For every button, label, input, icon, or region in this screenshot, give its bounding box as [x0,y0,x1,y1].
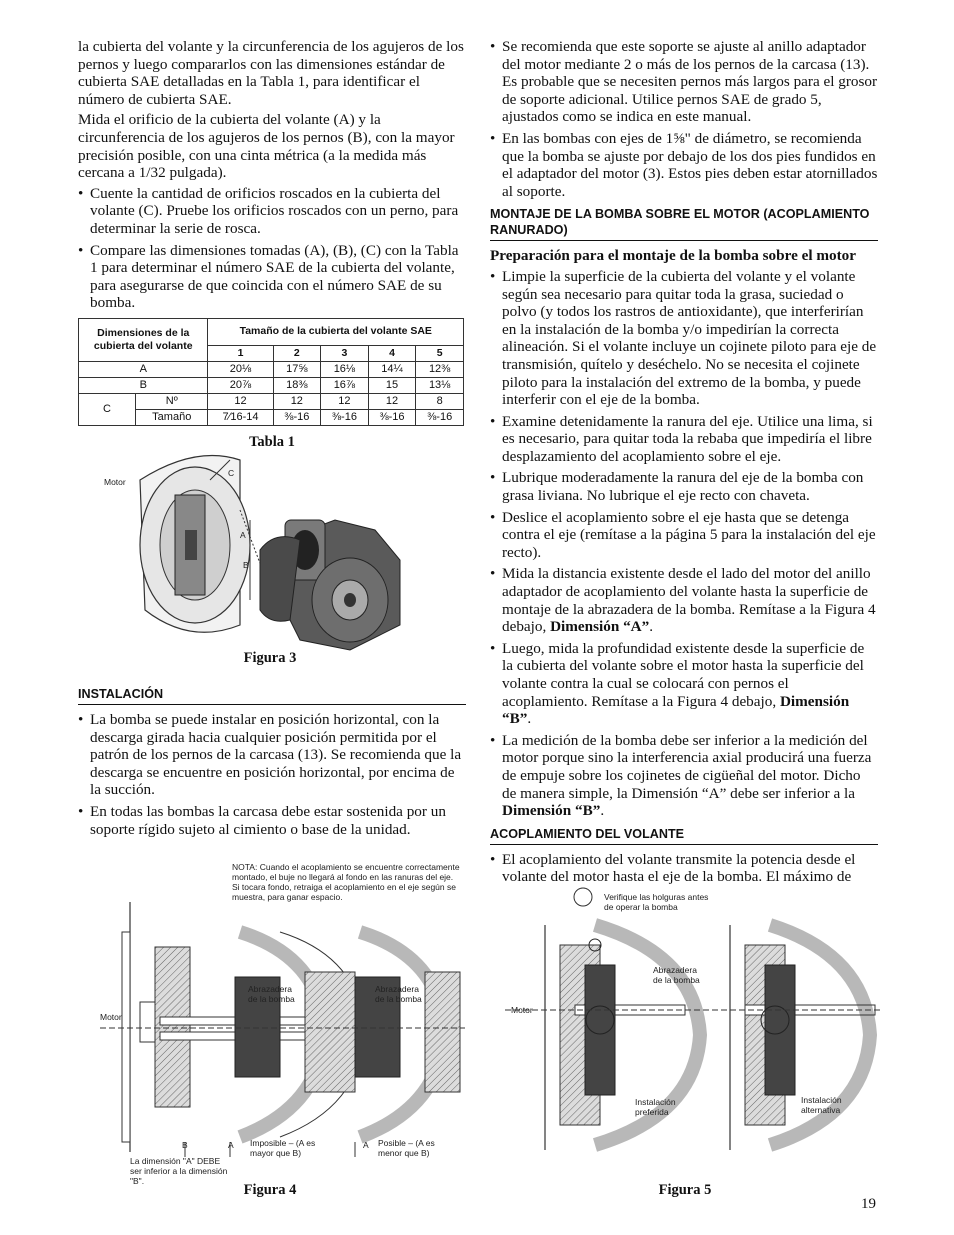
section-heading-flywheel-coupling: ACOPLAMIENTO DEL VOLANTE [490,826,878,845]
dimension-a-label: A [228,1140,234,1150]
bullet-list [78,185,466,312]
motor-label: Motor [104,477,126,487]
figure-4-note: NOTA: Cuando el acoplamiento se encuentre correctamente montado, el buje no llegará al fondo en las ranuras del eje. Si tocara fondo, retraiga el acoplamiento en el eje según se muestra, para ganar espacio. [232,862,460,902]
table-caption: Tabla 1 [249,433,295,450]
table-col-header: 1 [208,345,273,361]
list-item: • En las bombas con ejes de 1⅝" de diámetro, se recomienda que la bomba se ajuste por debajo de los dos pies fundidos en el adaptador del motor (3). Estos pies deben estar atornillados al soporte. [490,130,878,200]
list-item: • Compare las dimensiones tomadas (A), (B), (C) con la Tabla 1 para determinar el número SAE de la cubierta del volante, para asegurarse de que coincida con el número SAE de su bomba. [78,242,466,312]
label-b: B [243,560,249,570]
table-header-size: Tamaño de la cubierta del volante SAE [208,318,464,345]
list-item: • Deslice el acoplamiento sobre el eje hasta que se detenga contra el eje (remítase a la página 5 para la instalación del eje recto). [490,509,878,562]
clamp-label: Abrazadera de la bomba [248,984,295,1004]
section-heading-mounting: MONTAJE DE LA BOMBA SOBRE EL MOTOR (ACOPLAMIENTO RANURADO) [490,206,878,241]
paragraph: Mida el orificio de la cubierta del volante (A) y la circunferencia de los agujeros de los pernos (B), con la mayor precisión posible, con una cinta métrica (a la medida más cercana a 1/32 pulgada). [78,111,455,182]
list-item: • Cuente la cantidad de orificios roscados en la cubierta del volante (C). Pruebe los orificios roscados con un perno, para determinar la serie de rosca. [78,185,466,238]
table-row: B 20⅞ 18⅜ 16⅞ 15 13⅛ [79,377,464,393]
label-c: C [228,468,235,478]
dimension-a-label: A [363,1140,369,1150]
table-row: A 20⅛ 17⅝ 16⅛ 14¼ 12⅜ [79,361,464,377]
rule-label: La dimensión "A" DEBE ser inferior a la dimensión "B". [130,1156,228,1186]
right-column [490,38,878,890]
table-col-header: 2 [273,345,321,361]
list-item: • Limpie la superficie de la cubierta del volante y el volante según sea necesario para quitar toda la grasa, suciedad o polvo (y todos los rastros de antioxidante), que interferirían en la instalación de la bomba y/o impedirían la correcta alineación. Si el volante incluye un cojinete piloto para eje de transmisión, quítelo y deséchelo. No se necesita el cojinete piloto para la instalación del extremo de la bomba, y puede interferir con el eje de la bomba. [490,268,878,409]
possible-label: Posible – (A es menor que B) [378,1138,435,1158]
figure-4-caption: Figura 4 [243,1182,297,1198]
list-item: • Lubrique moderadamente la ranura del eje de la bomba con grasa liviana. No lubrique el eje recto con chaveta. [490,469,878,504]
sae-dimension-table [78,318,464,426]
figure-4-coupling-drawing [100,862,465,1202]
list-item: • Examine detenidamente la ranura del eje. Utilice una lima, si es necesario, para quitar toda la rebaba que impediría el libre desplazamiento del acoplamiento sobre el eje. [490,413,878,466]
list-item: • Luego, mida la profundidad existente desde la superficie de la cubierta del volante sobre el motor hasta la superficie del volante contra la cual se colocará con pernos el acoplamiento. Remítase a la Figura 4 debajo, Dimensión “B”. [490,640,878,728]
motor-label: Motor [511,1005,533,1015]
list-item: • Se recomienda que este soporte se ajuste al anillo adaptador del motor mediante 2 o más de los pernos de la carcasa (13). Es probable que se necesiten pernos más largos para el grosor de soporte adicional. Utilice pernos SAE de grado 5, ajustados como se indica en este manual. [490,38,878,126]
clamp-label: Abrazadera de la bomba [653,965,700,985]
table-col-header: 5 [416,345,464,361]
bullet-list [490,851,878,886]
bullet-list [78,711,466,838]
table-col-header: 4 [368,345,416,361]
installation-section [78,680,466,842]
table-header-dimensions: Dimensiones de la cubierta del volante [79,318,208,361]
alternative-installation-label: Instalación alternativa [801,1095,842,1115]
figure-3-pump-motor-drawing [100,450,460,666]
preferred-installation-label: Instalación preferida [635,1097,676,1117]
table-col-header: 3 [321,345,369,361]
figure-3-svg [100,450,460,655]
list-item: • El acoplamiento del volante transmite la potencia desde el volante del motor hasta el eje de la bomba. El máximo de [490,851,878,886]
list-item: • La medición de la bomba debe ser inferior a la medición del motor porque sino la interferencia axial producirá una fuerza de empuje sobre los cojinetes de cigüeñal del motor. Dicho de manera simple, la Dimensión “A” debe ser inferior a la Dimensión “B”. [490,732,878,820]
bullet-list [490,38,878,200]
subheading-preparation: Preparación para el montaje de la bomba sobre el motor [490,247,856,265]
clamp-label: Abrazadera de la bomba [375,984,422,1004]
table-row: Tamaño 7⁄16-14 ⅜-16 ⅜-16 ⅜-16 ⅜-16 [79,409,464,425]
figure-5-caption: Figura 5 [658,1182,712,1198]
figure-4-svg [100,862,465,1172]
label-a: A [240,530,246,540]
left-column [78,38,466,452]
motor-label: Motor [100,1012,122,1022]
figure-3-caption: Figura 3 [243,650,297,666]
page-number: 19 [861,1196,876,1212]
list-item: • Mida la distancia existente desde el lado del motor del anillo adaptador de acoplamiento del volante hasta la superficie de montaje de la abrazadera de la bomba. Remítase a la Figura 4 debajo, Dimensión “A”. [490,565,878,635]
impossible-label: Imposible – (A es mayor que B) [250,1138,316,1158]
check-clearances-label: Verifique las holguras antes de operar la bomba [604,892,709,912]
list-item: • En todas las bombas la carcasa debe estar sostenida por un soporte rígido sujeto al cimiento o base de la unidad. [78,803,466,838]
section-heading-installation: INSTALACIÓN [78,686,466,705]
figure-5-installation-drawing [505,885,880,1205]
table-row: C Nº 12 12 12 12 8 [79,393,464,409]
paragraph: la cubierta del volante y la circunferencia de los agujeros de los pernos y luego compararlos con las dimensiones estándar de cubierta SAE detalladas en la Tabla 1, para identificar el número de cubierta SAE. [78,38,464,108]
bullet-list [490,268,878,820]
dimension-b-label: B [182,1140,188,1150]
list-item: • La bomba se puede instalar en posición horizontal, con la descarga girada hacia cualquier posición permitida por el patrón de los pernos de la carcasa (13). Se recomienda que la descarga se encuentre en posición horizontal, por encima de la succión. [78,711,466,799]
